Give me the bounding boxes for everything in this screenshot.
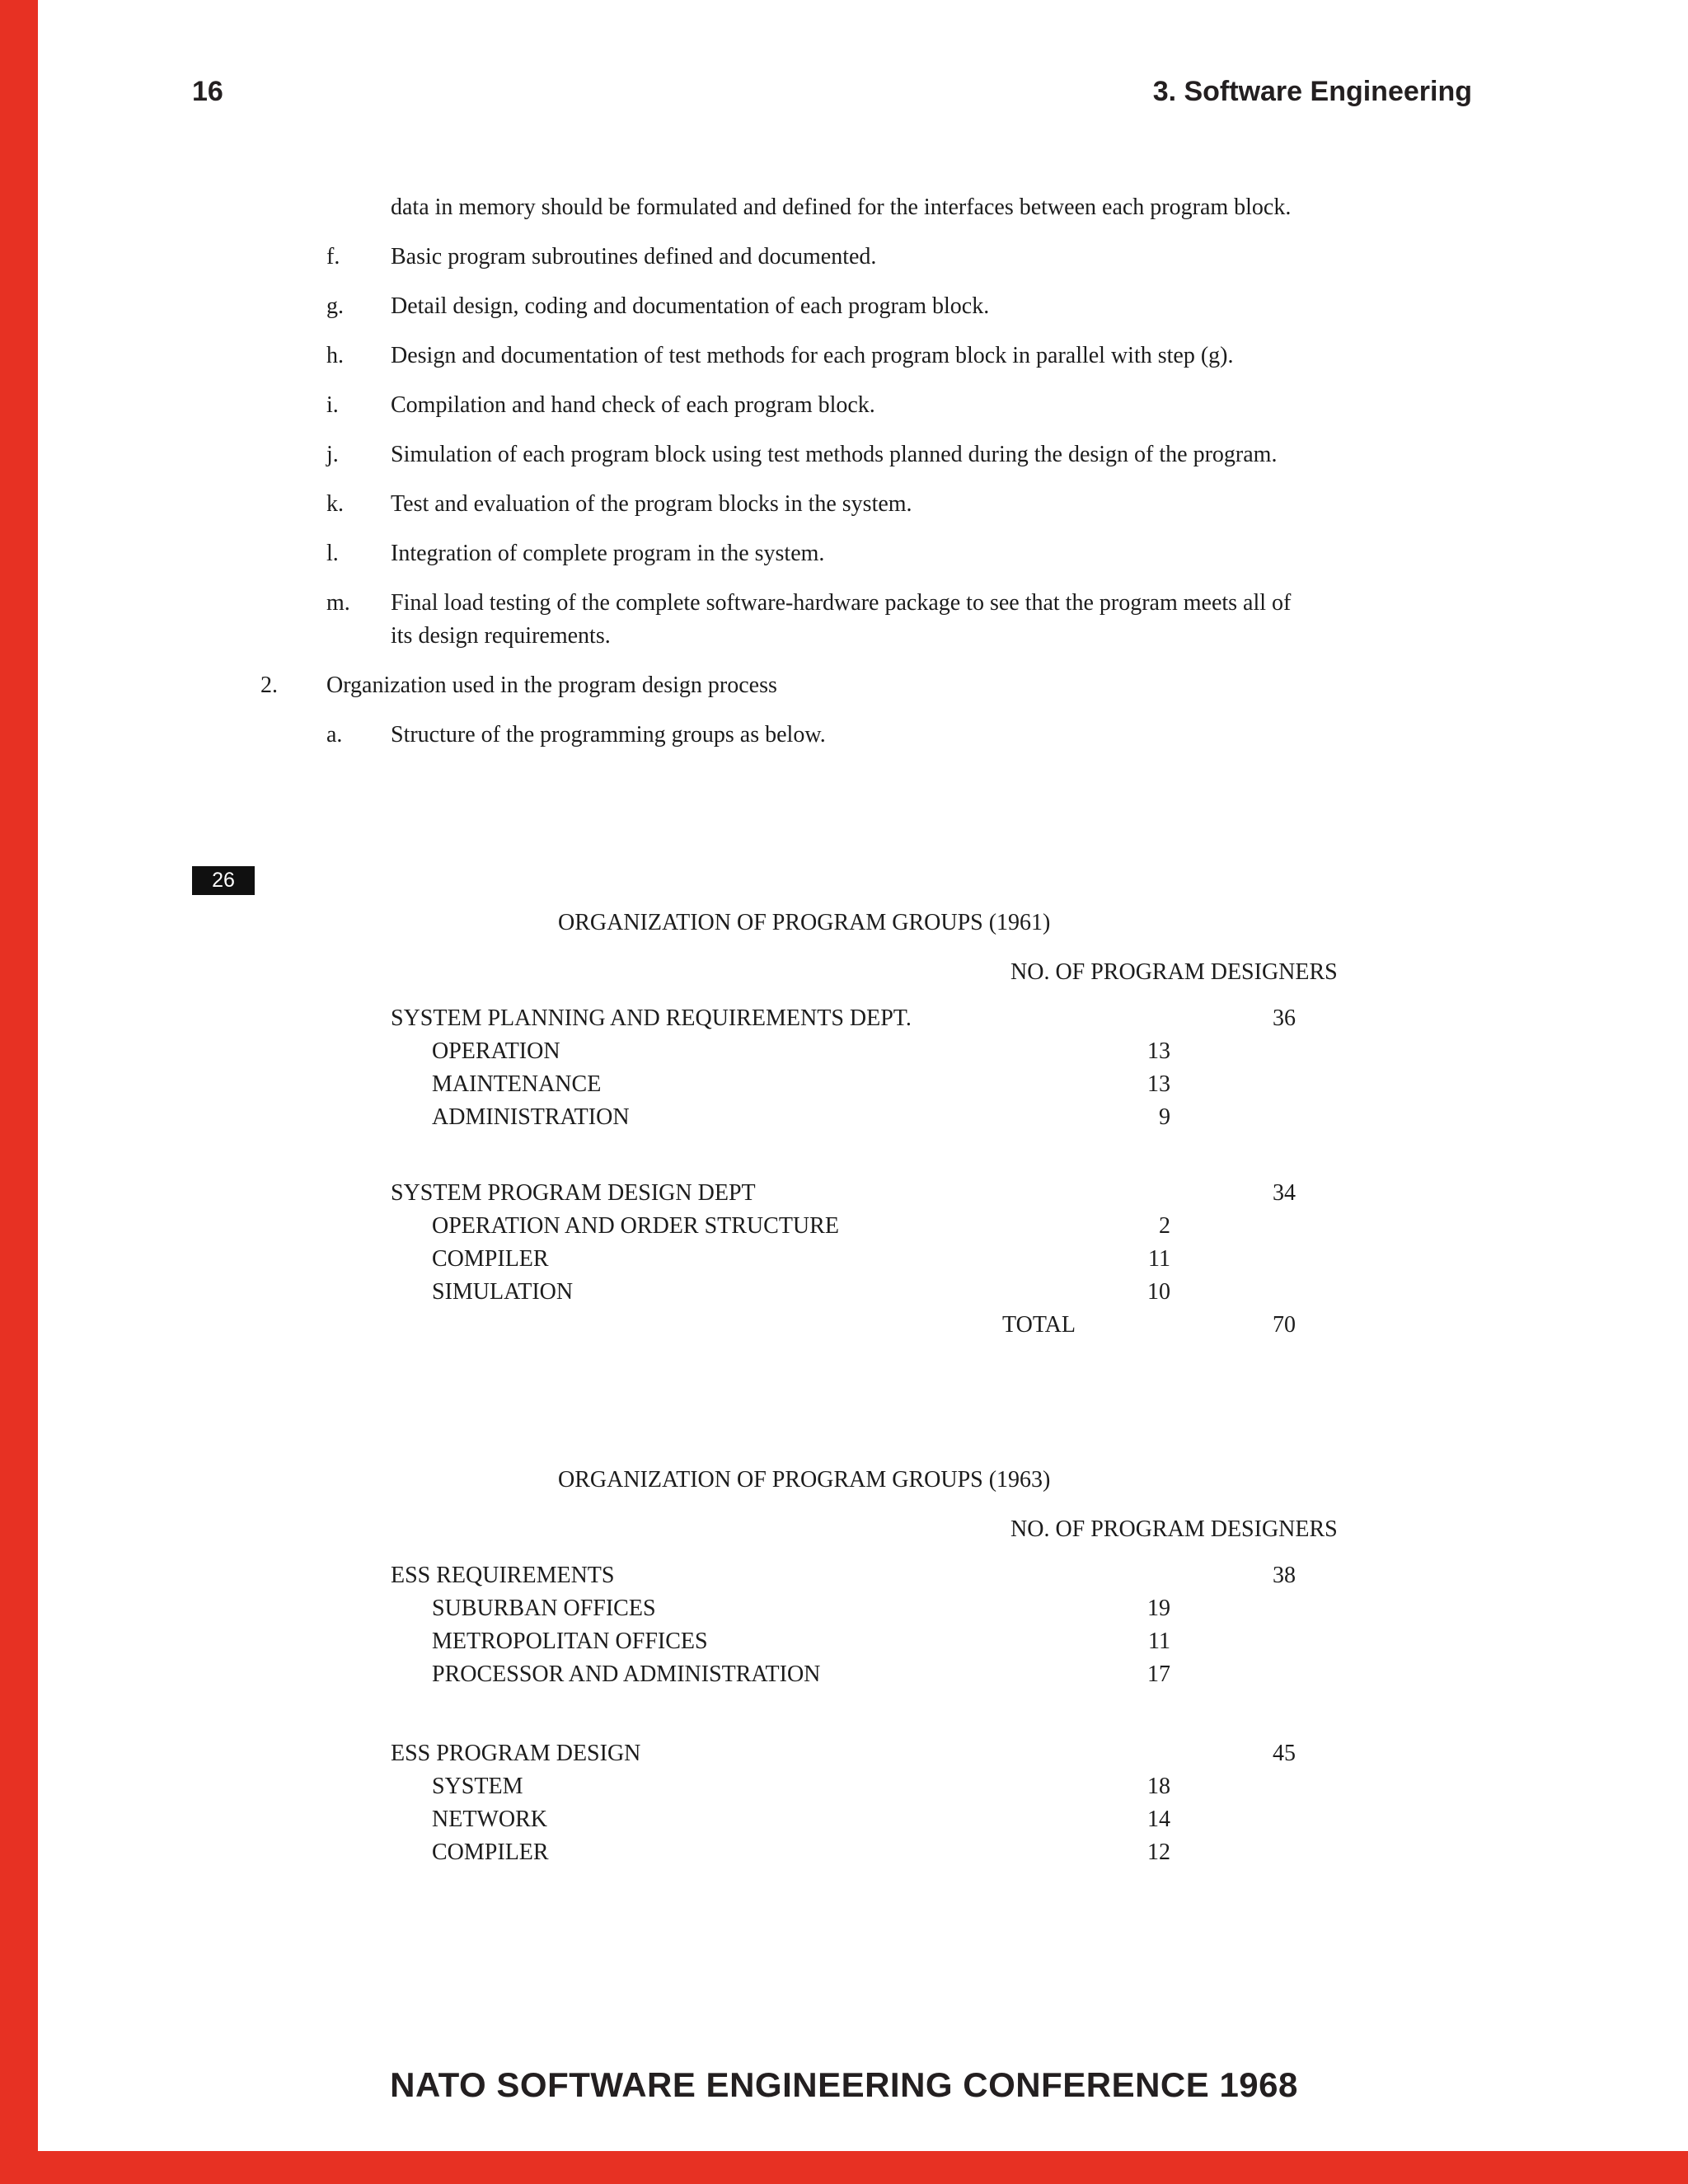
list-item-text: Test and evaluation of the program blocks in the system. — [391, 491, 912, 517]
page-header — [192, 76, 1472, 108]
table-row — [0, 1101, 1688, 1134]
table-row — [0, 1210, 1688, 1243]
row-value: 19 — [1147, 1596, 1170, 1621]
row-dept-value: 34 — [1273, 1180, 1296, 1206]
row-value: 14 — [1147, 1807, 1170, 1832]
list-item-text: Basic program subroutines defined and documented. — [391, 244, 877, 269]
row-value: 2 — [1159, 1213, 1170, 1239]
list-item-label: h. — [326, 343, 344, 368]
row-label: ADMINISTRATION — [432, 1104, 630, 1130]
row-label: OPERATION — [432, 1038, 560, 1064]
row-label: SIMULATION — [432, 1279, 574, 1305]
table-row — [0, 1737, 1688, 1770]
row-value: 12 — [1147, 1840, 1170, 1865]
table-row — [0, 1177, 1688, 1210]
list-item-label: m. — [326, 590, 350, 616]
list-item-j — [0, 438, 1688, 471]
body-text — [0, 191, 1688, 752]
row-label: TOTAL — [1002, 1312, 1076, 1338]
row-dept-value: 70 — [1273, 1312, 1296, 1338]
paragraph-continuation: data in memory should be formulated and defined for the interfaces between each program block. — [391, 194, 1292, 220]
row-label: ESS PROGRAM DESIGN — [391, 1741, 641, 1766]
list-item-a — [0, 719, 1688, 752]
list-item-text: Design and documentation of test methods for each program block in parallel with step (g). — [391, 343, 1234, 368]
list-item-l — [0, 537, 1688, 570]
table-column-header: NO. OF PROGRAM DESIGNERS — [1010, 1516, 1338, 1542]
list-item-label: a. — [326, 722, 343, 748]
list-item-label: 2. — [260, 673, 278, 698]
table-row — [0, 1068, 1688, 1101]
list-item-text: Organization used in the program design process — [326, 673, 777, 698]
list-item-text: Simulation of each program block using test methods planned during the design of the program. — [391, 442, 1278, 467]
row-value: 11 — [1148, 1246, 1170, 1272]
bottom-red-border — [0, 2151, 1688, 2184]
table-row — [0, 1243, 1688, 1276]
list-item-k — [0, 488, 1688, 521]
list-item-label: g. — [326, 293, 344, 319]
list-item-g — [0, 290, 1688, 323]
list-item-m — [0, 587, 1688, 653]
table-total-row — [0, 1309, 1688, 1342]
row-value: 9 — [1159, 1104, 1170, 1130]
table-row — [0, 1592, 1688, 1625]
table-row — [0, 1625, 1688, 1658]
table-spacer — [0, 1691, 1688, 1737]
table-row — [0, 1836, 1688, 1869]
table-row — [0, 1658, 1688, 1691]
list-item-label: l. — [326, 541, 339, 566]
row-label: OPERATION AND ORDER STRUCTURE — [432, 1213, 839, 1239]
row-label: ESS REQUIREMENTS — [391, 1563, 615, 1588]
row-dept-value: 45 — [1273, 1741, 1296, 1766]
row-label: COMPILER — [432, 1246, 549, 1272]
row-value: 18 — [1147, 1774, 1170, 1799]
table-row — [0, 1803, 1688, 1836]
table-rows — [0, 1559, 1688, 1869]
row-value: 10 — [1147, 1279, 1170, 1305]
row-label: MAINTENANCE — [432, 1071, 602, 1097]
table-row — [0, 1276, 1688, 1309]
row-label: NETWORK — [432, 1807, 547, 1832]
list-item-label: i. — [326, 392, 339, 418]
row-dept-value: 38 — [1273, 1563, 1296, 1588]
table-column-header: NO. OF PROGRAM DESIGNERS — [1010, 959, 1338, 985]
table-title: ORGANIZATION OF PROGRAM GROUPS (1961) — [558, 910, 1051, 935]
row-label: SUBURBAN OFFICES — [432, 1596, 656, 1621]
row-value: 17 — [1147, 1661, 1170, 1687]
table-row — [0, 1035, 1688, 1068]
row-label: COMPILER — [432, 1840, 549, 1865]
list-item-text: Final load testing of the complete software-hardware package to see that the program meets all of its design requirements. — [391, 590, 1292, 649]
row-value: 13 — [1147, 1071, 1170, 1097]
table-title: ORGANIZATION OF PROGRAM GROUPS (1963) — [558, 1467, 1051, 1493]
list-item-h — [0, 340, 1688, 373]
row-label: METROPOLITAN OFFICES — [432, 1629, 708, 1654]
list-item-2 — [0, 669, 1688, 702]
row-label: SYSTEM — [432, 1774, 523, 1799]
row-value: 11 — [1148, 1629, 1170, 1654]
row-dept-value: 36 — [1273, 1005, 1296, 1031]
list-item-i — [0, 389, 1688, 422]
conference-footer: NATO SOFTWARE ENGINEERING CONFERENCE 1968 — [390, 2065, 1298, 2104]
list-item-f — [0, 241, 1688, 274]
list-item-label: k. — [326, 491, 344, 517]
table-row — [0, 1770, 1688, 1803]
page-link-marker[interactable]: 26 — [192, 866, 255, 895]
chapter-title: 3. Software Engineering — [1152, 76, 1472, 107]
row-label: SYSTEM PLANNING AND REQUIREMENTS DEPT. — [391, 1005, 912, 1031]
list-item-text: Structure of the programming groups as below. — [391, 722, 826, 748]
table-spacer — [0, 1134, 1688, 1177]
list-item-label: f. — [326, 244, 340, 269]
list-item-text: Compilation and hand check of each program block. — [391, 392, 875, 418]
page-number: 16 — [192, 76, 223, 107]
table-row — [0, 1002, 1688, 1035]
row-label: PROCESSOR AND ADMINISTRATION — [432, 1661, 821, 1687]
table-1961 — [0, 907, 1688, 1368]
list-item-label: j. — [326, 442, 339, 467]
row-value: 13 — [1147, 1038, 1170, 1064]
list-item-text: Detail design, coding and documentation of each program block. — [391, 293, 990, 319]
list-item-text: Integration of complete program in the system. — [391, 541, 825, 566]
table-1963 — [0, 1464, 1688, 1892]
table-row — [0, 1559, 1688, 1592]
table-rows — [0, 1002, 1688, 1342]
row-label: SYSTEM PROGRAM DESIGN DEPT — [391, 1180, 756, 1206]
